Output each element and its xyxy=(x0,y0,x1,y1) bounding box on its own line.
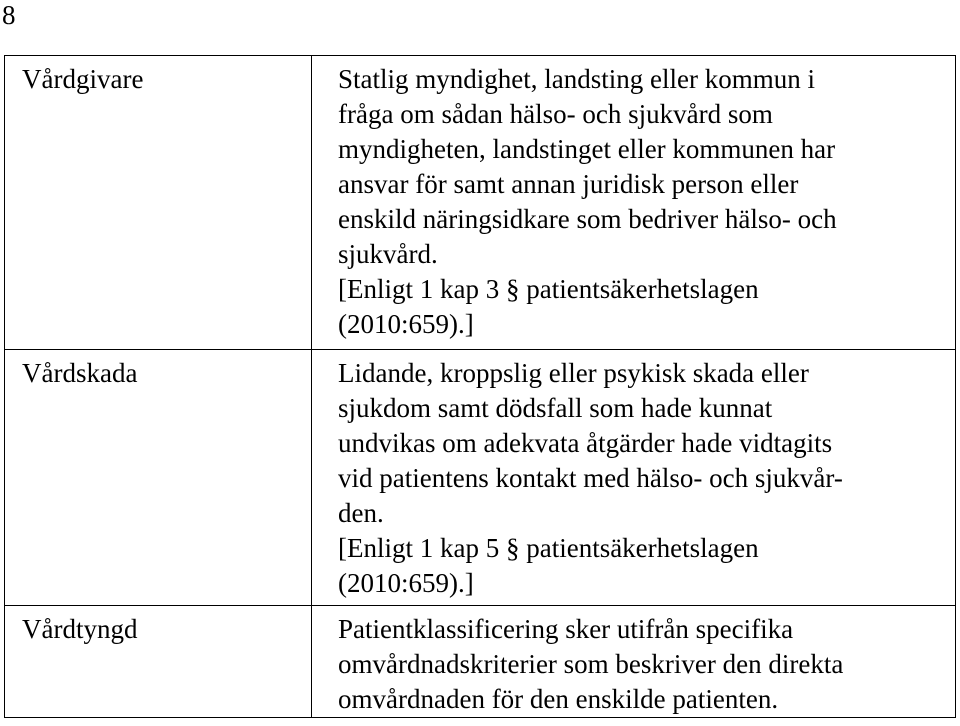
definitions-table xyxy=(4,55,956,718)
term-vardtyngd: Vårdtyngd xyxy=(22,614,138,644)
definition-text: Patientklassificering sker utifrån specifika omvårdnadskriterier som beskriver den direkta omvårdnaden för den enskilde patienten. xyxy=(338,614,844,714)
definition-row-vardgivare xyxy=(5,56,956,350)
definition-cell xyxy=(312,350,956,606)
legal-reference: [Enligt 1 kap 5 § patientsäkerhetslagen (2010:659).] xyxy=(338,533,759,598)
definition-text: Lidande, kroppslig eller psykisk skada eller sjukdom samt dödsfall som hade kunnat undvikas om adekvata åtgärder hade vidtagits vid patientens kontakt med hälso- och sjukvår- den. xyxy=(338,358,843,528)
definition-vardtyngd xyxy=(312,606,955,717)
term-vardgivare: Vårdgivare xyxy=(22,64,144,94)
definition-vardgivare xyxy=(312,56,955,342)
term-cell xyxy=(5,350,312,606)
definition-vardskada xyxy=(312,350,955,601)
definition-row-vardtyngd xyxy=(5,606,956,718)
definition-row-vardskada xyxy=(5,350,956,606)
legal-reference: [Enligt 1 kap 3 § patientsäkerhetslagen (2010:659).] xyxy=(338,274,759,339)
term-vardskada: Vårdskada xyxy=(22,358,138,388)
term-cell xyxy=(5,606,312,718)
page-number: 8 xyxy=(2,0,16,30)
definition-cell xyxy=(312,56,956,350)
term-cell xyxy=(5,56,312,350)
definition-cell xyxy=(312,606,956,718)
definition-text: Statlig myndighet, landsting eller kommun i fråga om sådan hälso- och sjukvård som myndigheten, landstinget eller kommunen har ansvar för samt annan juridisk person eller enskild näringsidkare som bedriver hälso- och sjukvård. xyxy=(338,64,837,269)
